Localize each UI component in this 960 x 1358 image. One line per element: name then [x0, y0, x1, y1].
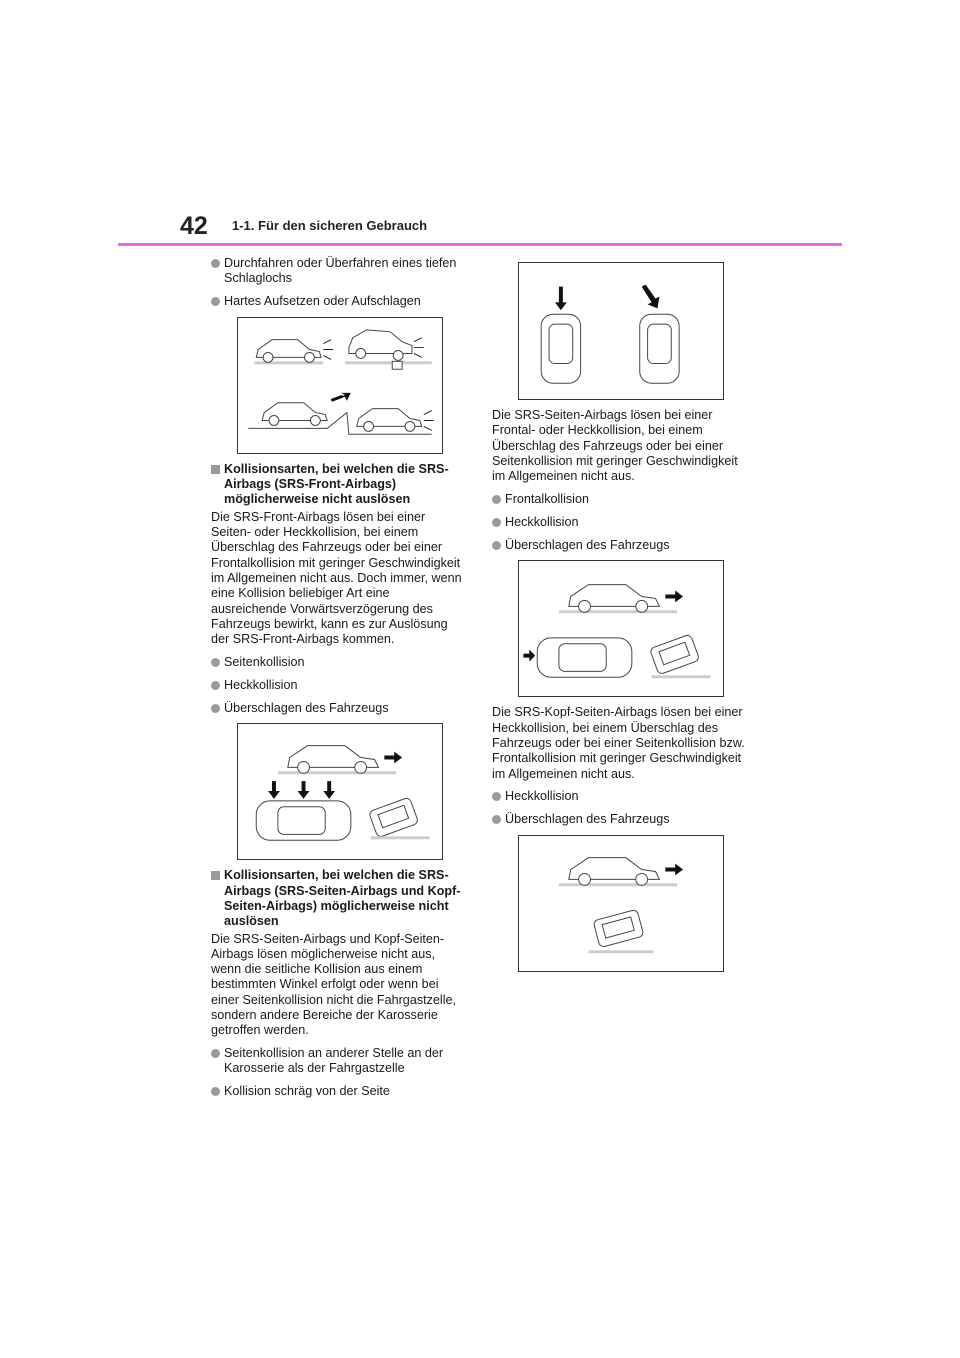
body-paragraph: Die SRS-Seiten-Airbags lösen bei einer Frontal- oder Heckkollision, bei einem Überschlag des Fahrzeugs oder bei einer Seitenkollision mit geringer Geschwindigkeit im Allgemeinen nicht aus. — [492, 408, 738, 484]
list-item: Heckkollision — [492, 789, 748, 804]
figure-pothole-impact — [237, 317, 443, 454]
bullet-icon — [492, 518, 501, 527]
figure-front-airbag-cases — [237, 723, 443, 860]
list-item: Heckkollision — [211, 678, 467, 693]
page-number: 42 — [180, 212, 208, 240]
section-heading: Kollisionsarten, bei welchen die SRS-Airbags (SRS-Front-Airbags) möglicherweise nicht auslösen — [211, 462, 467, 508]
bullet-icon — [211, 658, 220, 667]
body-paragraph: Die SRS-Front-Airbags lösen bei einer Seiten- oder Heckkollision, bei einem Überschlag des Fahrzeugs oder bei einer Frontalkollision mit geringer Geschwindigkeit im Allgemeinen nicht aus. Doch immer, wenn eine Kollision beliebiger Art eine ausreichende Vorwärtsverzögerung des Fahrzeugs bewirkt, kann es zur Auslösung der SRS-Front-Airbags kommen. — [211, 509, 462, 647]
left-column — [211, 256, 467, 1107]
bullet-icon — [211, 297, 220, 306]
list-item: Überschlagen des Fahrzeugs — [492, 812, 748, 827]
list-item: Kollision schräg von der Seite — [211, 1084, 467, 1099]
heading-square-icon — [211, 465, 220, 474]
bullet-icon — [492, 815, 501, 824]
bullet-icon — [211, 1087, 220, 1096]
section-heading: Kollisionsarten, bei welchen die SRS-Airbags (SRS-Seiten-Airbags und Kopf-Seiten-Airbags) möglicherweise nicht auslösen — [211, 868, 467, 929]
figure-side-impact-top-view — [518, 262, 724, 400]
list-item: Heckkollision — [492, 515, 748, 530]
list-item: Frontalkollision — [492, 492, 748, 507]
chapter-title: 1-1. Für den sicheren Gebrauch — [232, 218, 428, 233]
heading-square-icon — [211, 871, 220, 880]
bullet-icon — [492, 541, 501, 550]
list-item: Seitenkollision an anderer Stelle an der Karosserie als der Fahrgastzelle — [211, 1046, 467, 1077]
bullet-icon — [492, 495, 501, 504]
body-paragraph: Die SRS-Seiten-Airbags und Kopf-Seiten-Airbags lösen möglicherweise nicht aus, wenn die seitliche Kollision aus einem bestimmten Winkel erfolgt oder wenn bei einer Seitenkollision nicht die Fahrgastzelle, sondern andere Bereiche der Karosserie getroffen werden. — [211, 931, 457, 1038]
bullet-icon — [211, 704, 220, 713]
right-column — [492, 256, 748, 980]
body-paragraph: Die SRS-Kopf-Seiten-Airbags lösen bei einer Heckkollision, bei einem Überschlag des Fahrzeugs oder bei einer Seitenkollision bzw. Frontalkollision mit geringer Geschwindigkeit im Allgemeinen nicht aus. — [492, 705, 745, 781]
list-item: Seitenkollision — [211, 655, 467, 670]
figure-side-airbag-cases — [518, 560, 724, 697]
bullet-icon — [492, 792, 501, 801]
bullet-icon — [211, 259, 220, 268]
bullet-icon — [211, 681, 220, 690]
header-rule — [118, 243, 842, 246]
list-item: Überschlagen des Fahrzeugs — [211, 701, 467, 716]
bullet-icon — [211, 1049, 220, 1058]
list-item: Hartes Aufsetzen oder Aufschlagen — [211, 294, 467, 309]
figure-curtain-airbag-cases — [518, 835, 724, 972]
list-item: Durchfahren oder Überfahren eines tiefen Schlaglochs — [211, 256, 467, 287]
list-item: Überschlagen des Fahrzeugs — [492, 538, 748, 553]
